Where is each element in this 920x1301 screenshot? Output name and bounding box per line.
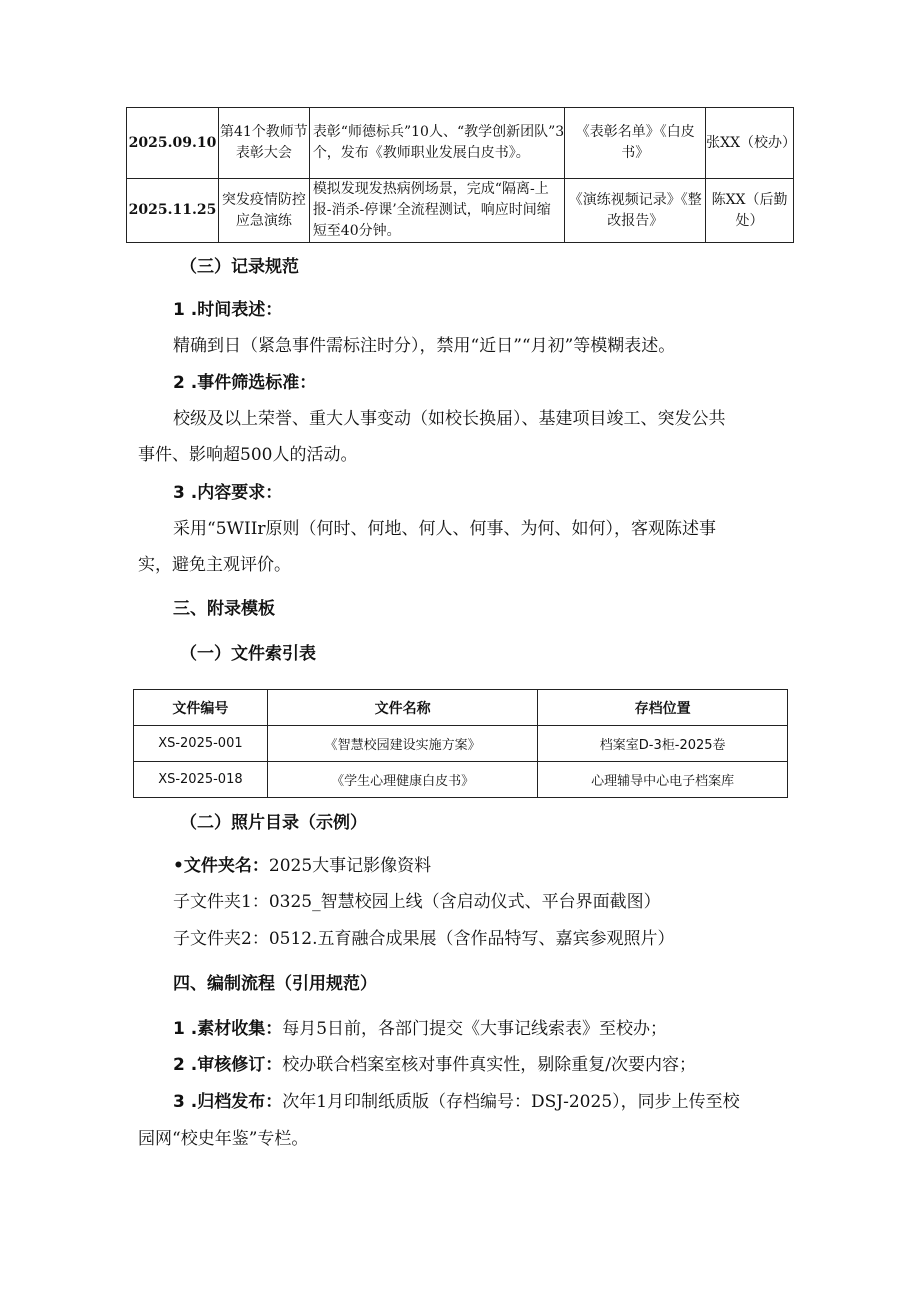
table-row — [127, 108, 794, 179]
item3-title: 3 .内容要求： — [173, 483, 283, 503]
event-date: 2025.09.10 — [127, 108, 219, 179]
file-name: 《智慧校园建设实施方案》 — [267, 726, 538, 762]
appendix-heading: 三、附录模板 — [173, 599, 275, 619]
event-person: 张XX（校办） — [706, 108, 794, 179]
workflow-step3-line2: 园网“校史年鉴”专栏。 — [138, 1129, 309, 1149]
event-name: 突发疫情防控应急演练 — [218, 179, 309, 243]
column-header: 文件名称 — [267, 690, 538, 726]
event-date: 2025.11.25 — [127, 179, 219, 243]
event-material: 《演练视频记录》《整改报告》 — [565, 179, 706, 243]
file-id: XS-2025-001 — [134, 726, 268, 762]
table-row — [134, 726, 788, 762]
folder-line — [173, 855, 431, 877]
step3-label: 3 .归档发布： — [173, 1092, 283, 1112]
file-name: 《学生心理健康白皮书》 — [267, 762, 538, 798]
table-header-row — [134, 690, 788, 726]
event-person: 陈XX（后勤处） — [706, 179, 794, 243]
folder-name: 2025大事记影像资料 — [268, 856, 432, 876]
file-index-table — [133, 689, 788, 798]
subfolder-2: 子文件夹2：0512.五育融合成果展（含作品特写、嘉宾参观照片） — [173, 929, 675, 949]
step1-label: 1 .素材收集： — [173, 1019, 283, 1039]
workflow-step3 — [173, 1091, 740, 1113]
section-heading-record-rules: （三）记录规范 — [180, 257, 299, 277]
item1-title: 1 .时间表述： — [173, 300, 283, 320]
workflow-heading: 四、编制流程（引用规范） — [173, 974, 377, 994]
event-material: 《表彰名单》《白皮书》 — [565, 108, 706, 179]
event-content: 模拟发现发热病例场景，完成“隔离-上报-消杀-停课’全流程测试，响应时间缩短至40分钟。 — [309, 179, 565, 243]
table-row — [134, 762, 788, 798]
column-header: 文件编号 — [134, 690, 268, 726]
event-content: 表彰“师德标兵”10人、“教学创新团队”3个，发布《教师职业发展白皮书》。 — [309, 108, 565, 179]
step3-body: 次年1月印制纸质版（存档编号：DSJ-2025），同步上传至校 — [282, 1092, 740, 1112]
item3-body-line1: 采用“5WIIr原则（何时、何地、何人、何事、为何、如何），客观陈述事 — [173, 519, 717, 539]
step2-label: 2 .审核修订： — [173, 1055, 283, 1075]
item2-body-line2: 事件、影响超500人的活动。 — [138, 445, 358, 465]
file-location: 心理辅导中心电子档案库 — [538, 762, 788, 798]
appendix-sub1: （一）文件索引表 — [180, 644, 316, 664]
subfolder-1: 子文件夹1：0325_智慧校园上线（含启动仪式、平台界面截图） — [173, 892, 661, 912]
item3-body-line2: 实，避免主观评价。 — [138, 555, 291, 575]
event-name: 第41个教师节表彰大会 — [218, 108, 309, 179]
appendix-sub2: （二）照片目录（示例） — [180, 813, 367, 833]
step1-body: 每月5日前，各部门提交《大事记线索表》至校办； — [282, 1019, 668, 1039]
step2-body: 校办联合档案室核对事件真实性，剔除重复/次要内容； — [282, 1055, 696, 1075]
folder-label: •文件夹名： — [173, 856, 269, 876]
item2-body-line1: 校级及以上荣誉、重大人事变动（如校长换届）、基建项目竣工、突发公共 — [173, 409, 726, 429]
file-location: 档案室D-3柜-2025卷 — [538, 726, 788, 762]
file-id: XS-2025-018 — [134, 762, 268, 798]
item1-body: 精确到日（紧急事件需标注时分），禁用“近日”“月初”等模糊表述。 — [173, 336, 676, 356]
workflow-step1 — [173, 1018, 667, 1040]
table-row — [127, 179, 794, 243]
item2-title: 2 .事件筛选标准： — [173, 373, 317, 393]
column-header: 存档位置 — [538, 690, 788, 726]
workflow-step2 — [173, 1054, 696, 1076]
events-table — [126, 107, 797, 243]
